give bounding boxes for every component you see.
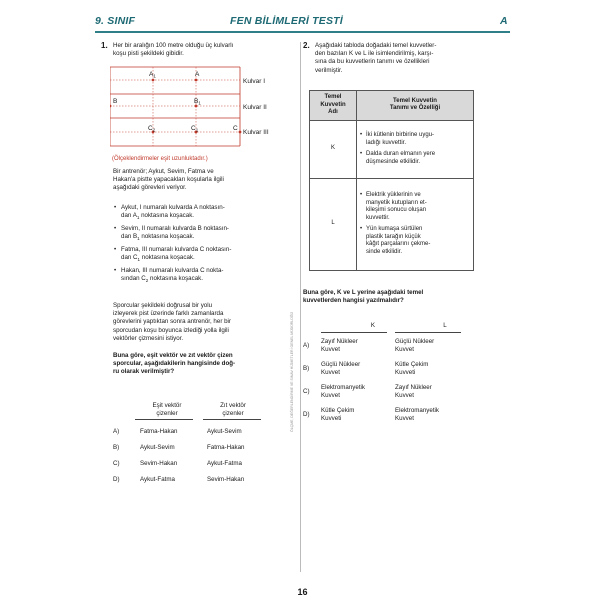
table-row [310, 178, 474, 270]
booklet-letter: A [500, 15, 508, 27]
task-hakan: • Hakan, III numaralı kulvarda C nokta- sından $C_2$ noktasına koşacak. [121, 267, 286, 286]
q2-header-rule-1 [321, 332, 387, 333]
forces-table [309, 90, 474, 271]
svg-text:A1: $A_1$ [149, 71, 156, 79]
q1-question: Buna göre, eşit vektör ve zıt vektör çizen sporcular, aşağıdakilerin hangisinde doğ- ru olarak verilmiştir? [113, 352, 236, 376]
row-l-props: • Elektrik yüklerinin ve manyetik kutupların et- kileşimi sonucu oluşan kuvvettir. • Yün kumaşa sürtülen plastik tarağın küçük kâğıt parçalarını çekme- sinde etkilidir. [357, 178, 474, 270]
row-k-props: • İki kütlenin birbirine uygu- ladığı kuvvettir. • Dalda duran elmanın yere düşmesinde etkilidir. [357, 120, 474, 178]
point-b1 [195, 105, 198, 108]
point-a1 [152, 79, 155, 82]
q2-option-d[interactable]: D) Kütle Çekim Kuvveti Elektromanyetik Kuvvet [303, 407, 440, 422]
lane-1-label: Kulvar I [243, 78, 266, 85]
scale-note: (Ölçeklendirmeler eşit uzunluktadır.) [112, 156, 208, 162]
q2-header-rule-2 [395, 332, 461, 333]
svg-text:B1: $B_1$ [194, 98, 201, 106]
q1-option-d[interactable]: D) Aykut-Fatma Sevim-Hakan [113, 476, 245, 483]
point-a [195, 79, 198, 82]
task-aykut: • Aykut, I numaralı kulvarda A noktasın- dan $A_1$ noktasına koşacak. [121, 204, 286, 223]
page-number: 16 [297, 587, 308, 597]
q1-option-b[interactable]: B) Aykut-Sevim Fatma-Hakan [113, 444, 245, 451]
header-rule [95, 31, 510, 33]
point-b [110, 105, 111, 108]
grade-label: 9. SINIF [95, 15, 136, 27]
q1-stem: Her bir aralığın 100 metre olduğu üç kulvarlı koşu pisti şekildeki gibidir. [113, 42, 234, 58]
task-fatma: • Fatma, III numaralı kulvarda C noktasın- dan $C_1$ noktasına koşacak. [121, 246, 286, 265]
q1-number: 1. [101, 41, 108, 50]
lane-3-label: Kulvar III [243, 129, 269, 136]
q2-question: Buna göre, K ve L yerine aşağıdaki temel kuvvetlerden hangisi yazılmalıdır? [303, 289, 424, 305]
vertical-note: ÖLÇME, DEĞERLENDİRME VE SINAV HİZMETLERİ GENEL MÜDÜRLÜĞÜ [290, 312, 294, 432]
q1-header-rule-2 [203, 419, 261, 420]
task-sevim: • Sevim, II numaralı kulvarda B noktasın- dan $B_1$ noktasına koşacak. [121, 225, 286, 244]
q1-col-equal-header: Eşit vektör çizenler [152, 402, 182, 417]
row-k-name: K [310, 120, 357, 178]
table-row [310, 120, 474, 178]
svg-text:B: B [113, 98, 118, 105]
table-header-name: Temel Kuvvetin Adı [310, 91, 357, 121]
test-title: FEN BİLİMLERİ TESTİ [230, 15, 343, 27]
q2-option-a[interactable]: A) Zayıf Nükleer Kuvvet Güçlü Nükleer Kuvvet [303, 338, 435, 353]
row-l-name: L [310, 178, 357, 270]
exam-page [95, 12, 510, 597]
q1-context: Sporcular şekildeki doğrusal bir yolu izleyerek pist üzerinde farklı zamanlarda görevlerini yaptıktan sonra antrenör, her bir sporcudan koşu boyunca izlediği yolla ilgili vektörler çizmesini istiyor. [113, 302, 231, 342]
table-header-props: Temel Kuvvetin Tanımı ve Özelliği [357, 91, 474, 121]
q1-option-a[interactable]: A) Fatma-Hakan Aykut-Sevim [113, 428, 242, 435]
q2-option-c[interactable]: C) Elektromanyetik Kuvvet Zayıf Nükleer Kuvvet [303, 384, 432, 399]
page-header [95, 12, 510, 34]
point-c [239, 131, 242, 134]
q2-option-b[interactable]: B) Güçlü Nükleer Kuvvet Kütle Çekim Kuvveti [303, 361, 429, 376]
q2-col-k-header: K [370, 322, 376, 329]
svg-text:C1: $C_1$ [191, 125, 199, 133]
q1-intro: Bir antrenör; Aykut, Sevim, Fatma ve Hakan'a pistte yapacakları koşularla ilgili aşağıdaki görevleri veriyor. [113, 168, 224, 192]
q1-options [113, 428, 293, 492]
lane-2-label: Kulvar II [243, 104, 267, 111]
svg-text:C2: $C_2$ [148, 125, 156, 133]
q2-options [303, 338, 503, 430]
svg-text:C: C [233, 125, 238, 132]
svg-text:A: A [195, 71, 200, 78]
running-track-figure [110, 62, 295, 180]
q2-number: 2. [303, 41, 310, 50]
q1-header-rule-1 [135, 419, 193, 420]
q2-stem: Aşağıdaki tabloda doğadaki temel kuvvetler- den bazıları K ve L ile isimlendirilmiş, karşı- sına da bu kuvvetlerin tanımı ve özellikleri verilmiştir. [315, 42, 437, 74]
q1-col-opposite-header: Zıt vektör çizenler [220, 402, 246, 417]
column-divider [300, 42, 301, 572]
q2-col-l-header: L [443, 322, 447, 329]
q1-option-c[interactable]: C) Sevim-Hakan Aykut-Fatma [113, 460, 242, 467]
